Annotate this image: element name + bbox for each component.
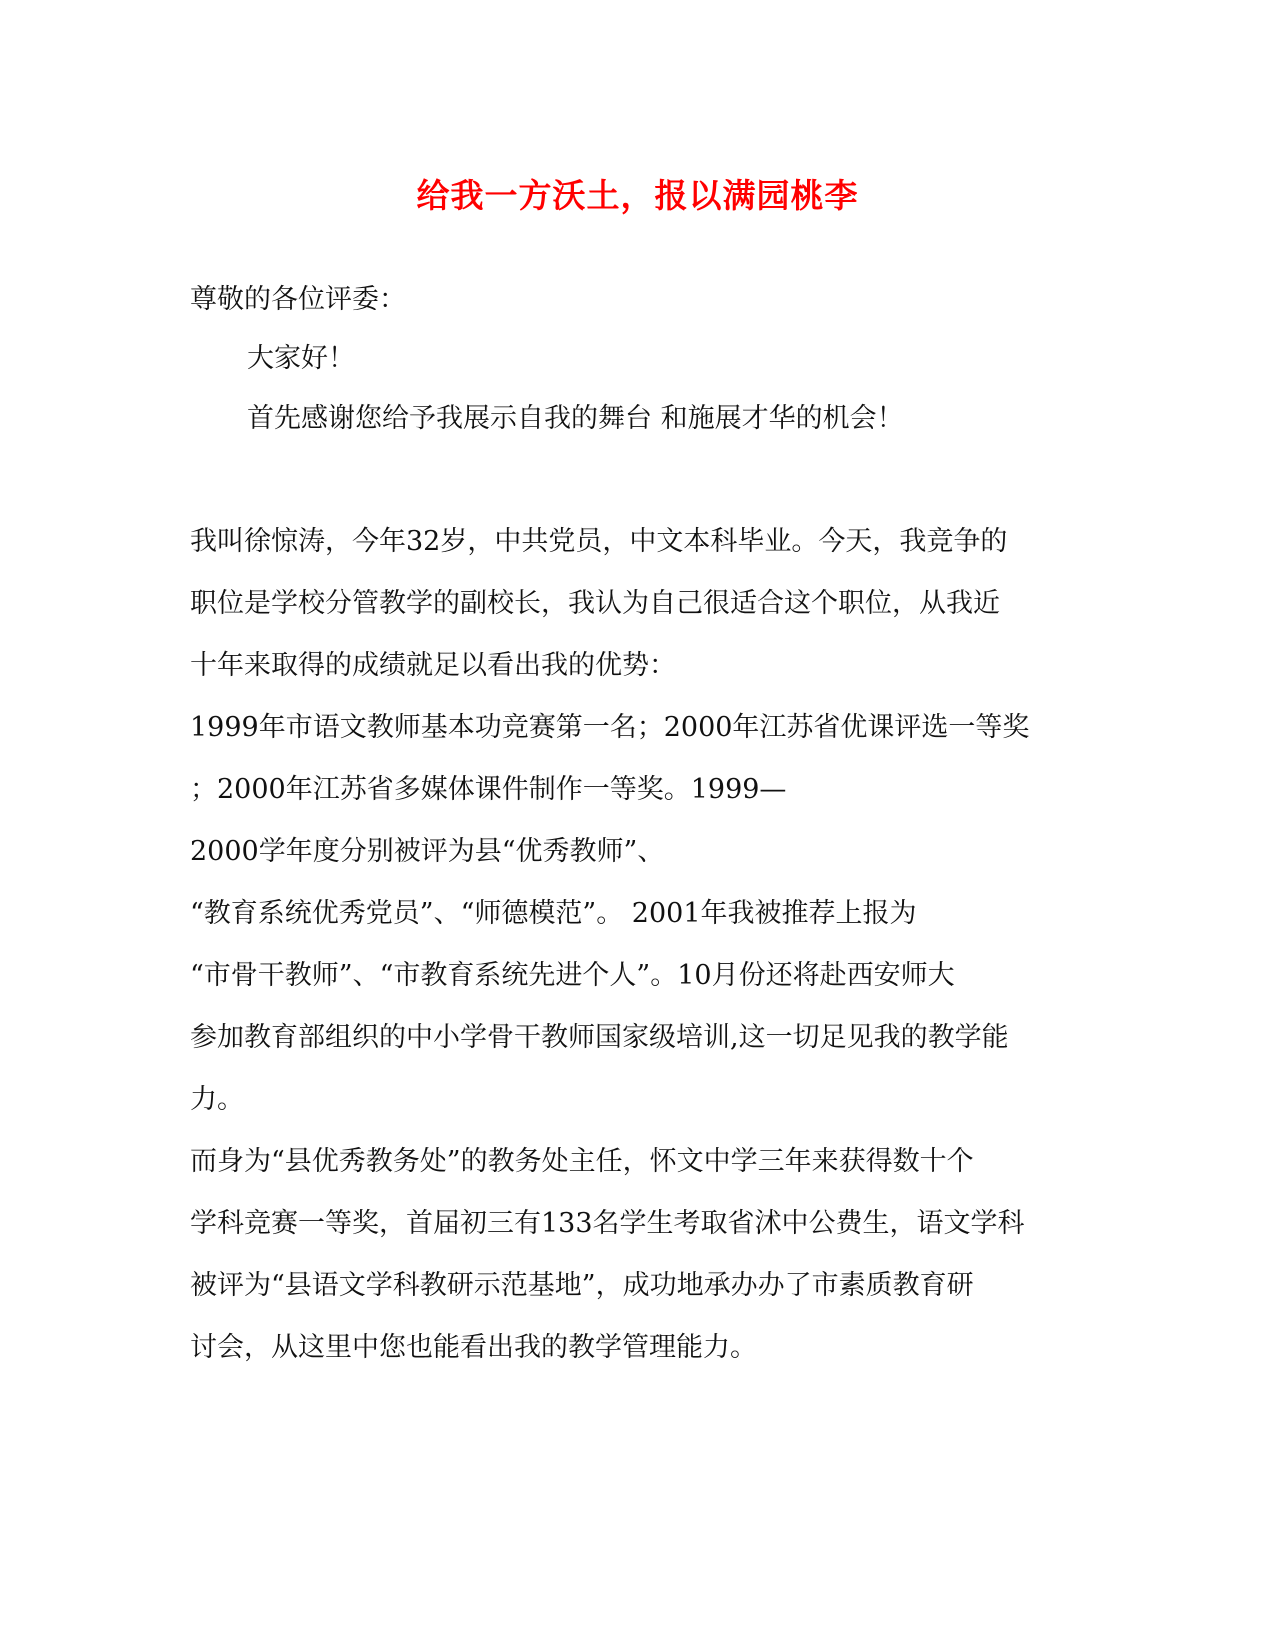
- body-line: 力。: [190, 1084, 244, 1115]
- body-line: 学科竞赛一等奖，首届初三有133名学生考取省沭中公费生，语文学科: [190, 1208, 1025, 1239]
- body-line: 1999年市语文教师基本功竞赛第一名；2000年江苏省优课评选一等奖: [190, 712, 1030, 743]
- body-line: 而身为“县优秀教务处”的教务处主任，怀文中学三年来获得数十个: [190, 1146, 974, 1177]
- body-line: 职位是学校分管教学的副校长，我认为自己很适合这个职位，从我近: [190, 588, 1000, 619]
- salutation: 尊敬的各位评委：: [190, 284, 406, 315]
- body-line: 讨会，从这里中您也能看出我的教学管理能力。: [190, 1332, 757, 1363]
- body-line: 我叫徐惊涛，今年32岁，中共党员，中文本科毕业。今天，我竞争的: [190, 526, 1008, 557]
- body-line: “市骨干教师”、“市教育系统先进个人”。10月份还将赴西安师大: [190, 960, 955, 991]
- body-line: ；2000年江苏省多媒体课件制作一等奖。1999—: [190, 774, 787, 805]
- body-line: 被评为“县语文学科教研示范基地”，成功地承办办了市素质教育研: [190, 1270, 974, 1301]
- body-line: 2000学年度分别被评为县“优秀教师”、: [190, 836, 665, 867]
- body-line: 参加教育部组织的中小学骨干教师国家级培训,这一切足见我的教学能: [190, 1022, 1009, 1053]
- document-title: 给我一方沃土，报以满园桃李: [416, 176, 859, 215]
- body-line: 十年来取得的成绩就足以看出我的优势：: [190, 650, 676, 681]
- body-line: “教育系统优秀党员”、“师德模范”。 2001年我被推荐上报为: [190, 898, 917, 929]
- thanks-line: 首先感谢您给予我展示自我的舞台 和施展才华的机会！: [247, 403, 904, 434]
- greeting: 大家好！: [247, 343, 355, 374]
